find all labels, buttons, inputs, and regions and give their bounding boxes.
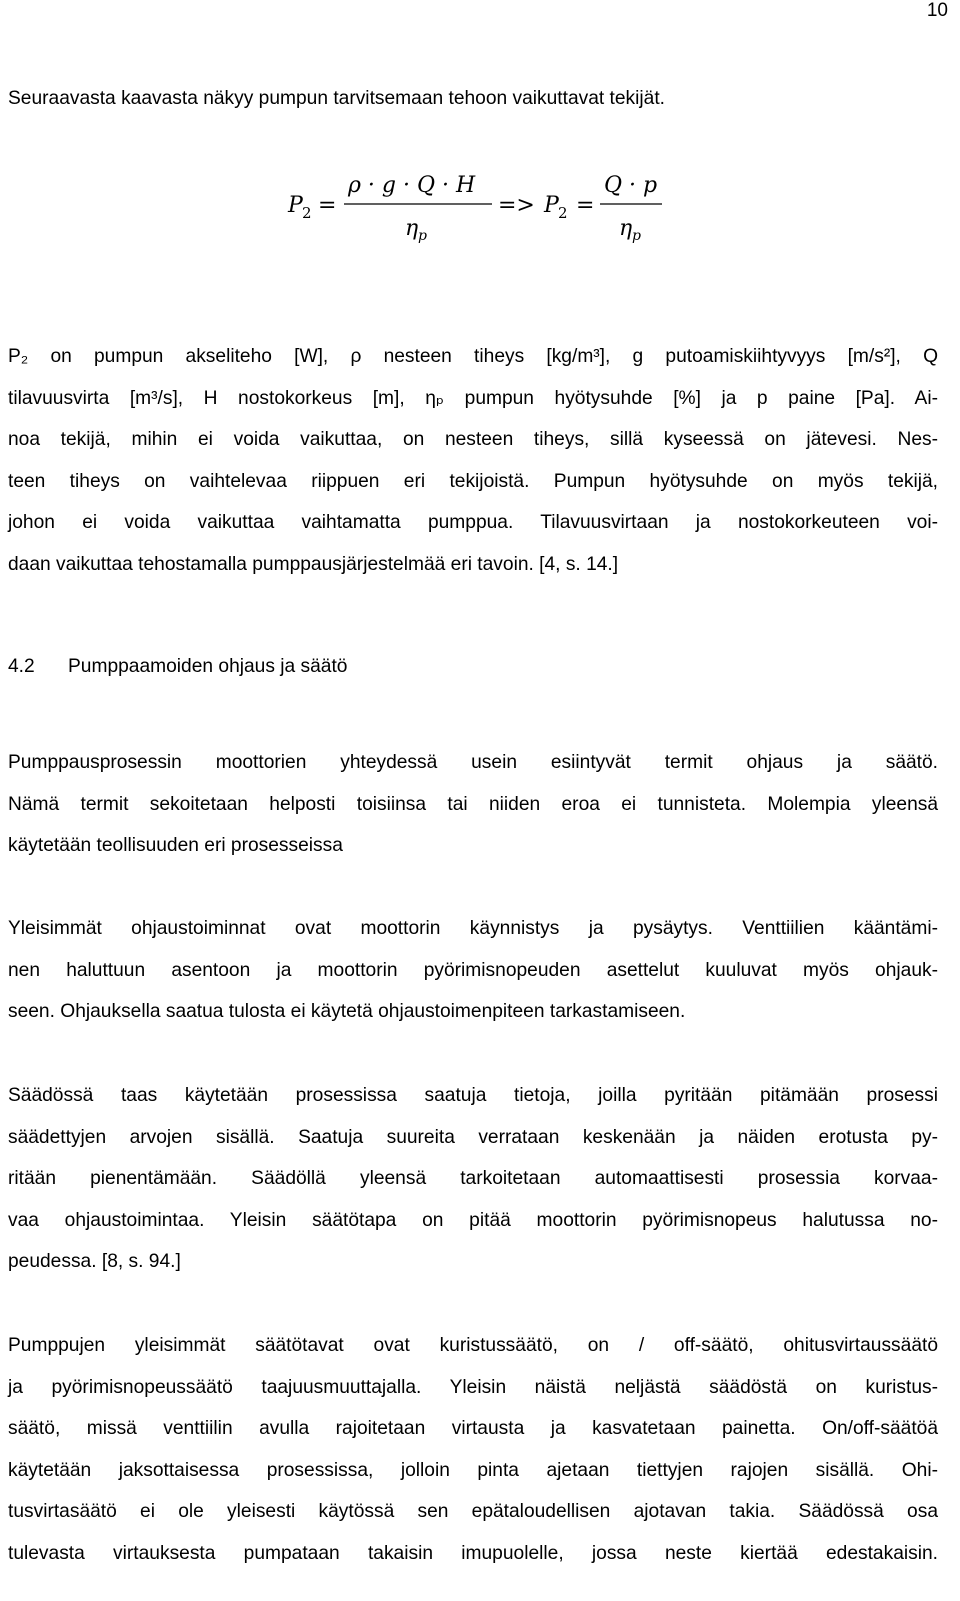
text-line: tilavuusvirta [m³/s], H nostokorkeus [m], ηₚ pumpun hyötysuhde [%] ja p paine [Pa]. Ai- [8, 387, 938, 409]
text-line: vaa ohjaustoimintaa. Yleisin säätötapa on pitää moottorin pyörimisnopeus halutussa no- [8, 1209, 938, 1231]
text-line: ritään pienentämään. Säädöllä yleensä tarkoitetaan automaattisesti prosessia korvaa- [8, 1168, 938, 1190]
variables-paragraph [8, 336, 938, 586]
text-line: käytetään jaksottaisessa prosessissa, jolloin pinta ajetaan tiettyjen rajojen sisällä. Ohi- [8, 1459, 938, 1481]
closed-loop-paragraph [8, 1075, 938, 1283]
formula-lhs: P [288, 193, 303, 218]
intro-line: Seuraavasta kaavasta näkyy pumpun tarvitsemaan tehoon vaikuttavat tekijät. [8, 88, 666, 109]
text-line: Pumppausprosessin moottorien yhteydessä usein esiintyvät termit ohjaus ja säätö. [8, 752, 938, 773]
formula-lhs-2: P [544, 193, 559, 218]
text-line: tusvirtasäätö ei ole yleisesti käytössä sen epätaloudellisen ajotavan takia. Säädössä osa [8, 1501, 938, 1523]
pump-control-paragraph [8, 1325, 938, 1575]
page-number: 10 [926, 0, 948, 21]
text-line: daan vaikuttaa tehostamalla pumppausjärjestelmää eri tavoin. [4, s. 14.] [8, 553, 619, 575]
section-number: 4.2 [8, 656, 35, 677]
text-line: johon ei voida vaikuttaa vaihtamatta pumppua. Tilavuusvirtaan ja nostokorkeuteen voi- [8, 512, 938, 534]
formula-denominator-2: η [619, 216, 633, 241]
formula-lhs-2-sub: 2 [558, 204, 568, 222]
formula-denominator-1-sub: p [418, 228, 427, 244]
power-formula [0, 160, 960, 250]
text-line: P₂ on pumpun akseliteho [W], ρ nesteen tiheys [kg/m³], g putoamiskiihtyvyys [m/s²], Q [8, 346, 938, 367]
formula-numerator-2: Q · p [604, 173, 658, 198]
text-line: säädettyjen arvojen sisällä. Saatuja suureita verrataan keskenään ja näiden erotusta py- [8, 1126, 938, 1148]
text-line: seen. Ohjauksella saatua tulosta ei käytetä ohjaustoimenpiteen tarkastamiseen. [8, 1001, 686, 1023]
text-line: Nämä termit sekoitetaan helposti toisiinsa tai niiden eroa ei tunnisteta. Molempia yleensä [8, 793, 938, 815]
text-line: käytetään teollisuuden eri prosesseissa [8, 835, 343, 857]
formula-equals: = [318, 193, 337, 218]
text-line: nen haluttuun asentoon ja moottorin pyörimisnopeuden asettelut kuuluvat myös ohjauk- [8, 959, 938, 981]
text-line: ja pyörimisnopeussäätö taajuusmuuttajalla. Yleisin näistä neljästä säädöstä on kuristus- [8, 1376, 938, 1398]
text-line: tulevasta virtauksesta pumpataan takaisin imupuolelle, jossa neste kiertää edestakaisin. [8, 1542, 938, 1564]
section-heading [8, 656, 347, 678]
text-line: Säädössä taas käytetään prosessissa saatuja tietoja, joilla pyritään pitämään prosessi [8, 1085, 938, 1106]
control-paragraph [8, 742, 938, 867]
text-line: teen tiheys on vaihtelevaa riippuen eri tekijoistä. Pumpun hyötysuhde on myös tekijä, [8, 470, 938, 492]
text-line: säätö, missä venttiilin avulla rajoitetaan virtausta ja kasvatetaan painetta. On/off-säätöä [8, 1418, 938, 1440]
text-line: noa tekijä, mihin ei voida vaikuttaa, on nesteen tiheys, sillä kyseessä on jätevesi. Nes- [8, 429, 938, 451]
formula-denominator-2-sub: p [632, 228, 641, 244]
formula-denominator-1: η [405, 216, 419, 241]
intro-paragraph [8, 78, 938, 120]
text-line: Pumppujen yleisimmät säätötavat ovat kuristussäätö, on / off-säätö, ohitusvirtaussäätö [8, 1335, 938, 1356]
text-line: Yleisimmät ohjaustoiminnat ovat moottorin käynnistys ja pysäytys. Venttiilien kääntämi- [8, 918, 938, 939]
section-title: Pumppaamoiden ohjaus ja säätö [68, 656, 348, 677]
formula-equals-2: = [576, 193, 595, 218]
formula-lhs-sub: 2 [302, 204, 312, 222]
text-line: peudessa. [8, s. 94.] [8, 1251, 181, 1273]
formula-numerator-1: ρ · g · Q · H [348, 173, 476, 198]
formula-arrow: => [498, 193, 535, 218]
open-loop-paragraph [8, 908, 938, 1033]
